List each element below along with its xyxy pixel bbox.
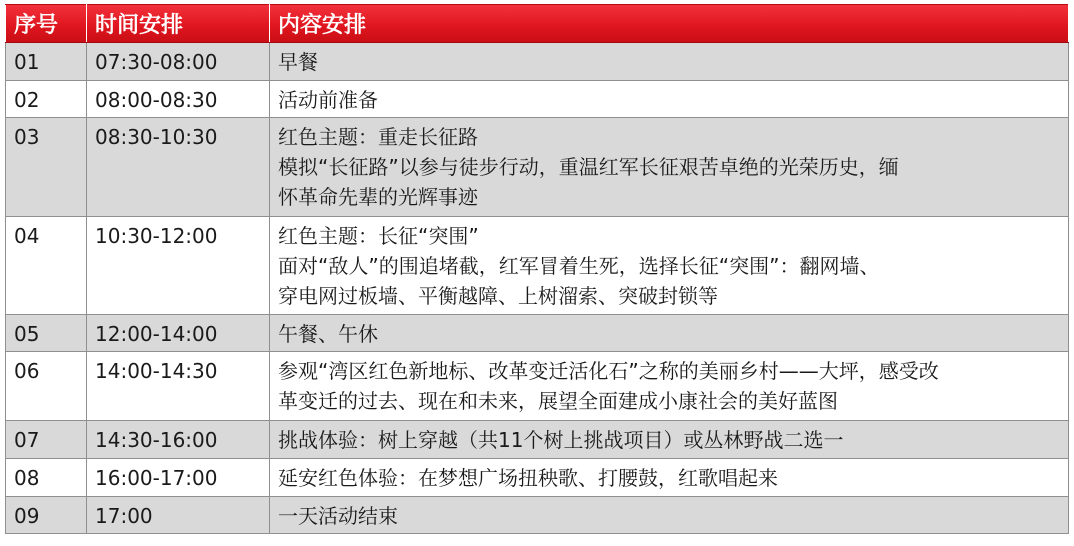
content-line: 穿电网过板墙、平衡越障、上树溜索、突破封锁等: [278, 284, 718, 308]
cell-time: 07:30-08:00: [87, 43, 270, 81]
cell-content: [270, 497, 1069, 534]
cell-time: 08:30-10:30: [87, 118, 270, 217]
content-line: 午餐、午休: [278, 322, 378, 346]
header-number: 序号: [6, 5, 87, 43]
table-row: [6, 217, 1069, 315]
table-row: [6, 352, 1069, 421]
content-line: 红色主题：长征“突围”: [278, 224, 479, 248]
cell-number: 04: [6, 217, 87, 315]
header-row: [6, 5, 1069, 43]
table-row: [6, 459, 1069, 497]
content-line: 一天活动结束: [278, 504, 398, 528]
content-line: 红色主题：重走长征路: [278, 125, 478, 149]
table-row: [6, 81, 1069, 118]
cell-number: 03: [6, 118, 87, 217]
content-line: 模拟“长征路”以参与徒步行动，重温红军长征艰苦卓绝的光荣历史，缅: [278, 155, 899, 179]
header-content: 内容安排: [270, 5, 1069, 43]
cell-number: 08: [6, 459, 87, 497]
content-line: 活动前准备: [278, 88, 378, 112]
table-row: [6, 421, 1069, 459]
header-time: 时间安排: [87, 5, 270, 43]
cell-content: [270, 43, 1069, 81]
content-line: 挑战体验：树上穿越（共11个树上挑战项目）或丛林野战二选一: [278, 428, 844, 452]
schedule-table: [5, 4, 1069, 534]
cell-content: [270, 315, 1069, 352]
cell-time: 08:00-08:30: [87, 81, 270, 118]
cell-time: 12:00-14:00: [87, 315, 270, 352]
schedule-sheet: [5, 4, 1068, 541]
cell-time: 10:30-12:00: [87, 217, 270, 315]
content-line: 参观“湾区红色新地标、改革变迁活化石”之称的美丽乡村——大坪，感受改: [278, 359, 939, 383]
cell-number: 07: [6, 421, 87, 459]
cell-number: 09: [6, 497, 87, 534]
cell-content: [270, 217, 1069, 315]
table-row: [6, 497, 1069, 534]
cell-content: [270, 459, 1069, 497]
content-line: 面对“敌人”的围追堵截，红军冒着生死，选择长征“突围”：翻网墙、: [278, 254, 880, 278]
cell-content: [270, 81, 1069, 118]
cell-content: [270, 118, 1069, 217]
content-line: 革变迁的过去、现在和未来，展望全面建成小康社会的美好蓝图: [278, 389, 838, 413]
table-row: [6, 43, 1069, 81]
table-row: [6, 118, 1069, 217]
cell-time: 17:00: [87, 497, 270, 534]
cell-content: [270, 421, 1069, 459]
content-line: 怀革命先辈的光辉事迹: [278, 185, 478, 209]
cell-number: 01: [6, 43, 87, 81]
cell-number: 06: [6, 352, 87, 421]
table-row: [6, 315, 1069, 352]
cell-time: 14:00-14:30: [87, 352, 270, 421]
content-line: 早餐: [278, 50, 318, 74]
cell-number: 02: [6, 81, 87, 118]
cell-content: [270, 352, 1069, 421]
content-line: 延安红色体验：在梦想广场扭秧歌、打腰鼓，红歌唱起来: [278, 466, 778, 490]
cell-number: 05: [6, 315, 87, 352]
cell-time: 16:00-17:00: [87, 459, 270, 497]
cell-time: 14:30-16:00: [87, 421, 270, 459]
